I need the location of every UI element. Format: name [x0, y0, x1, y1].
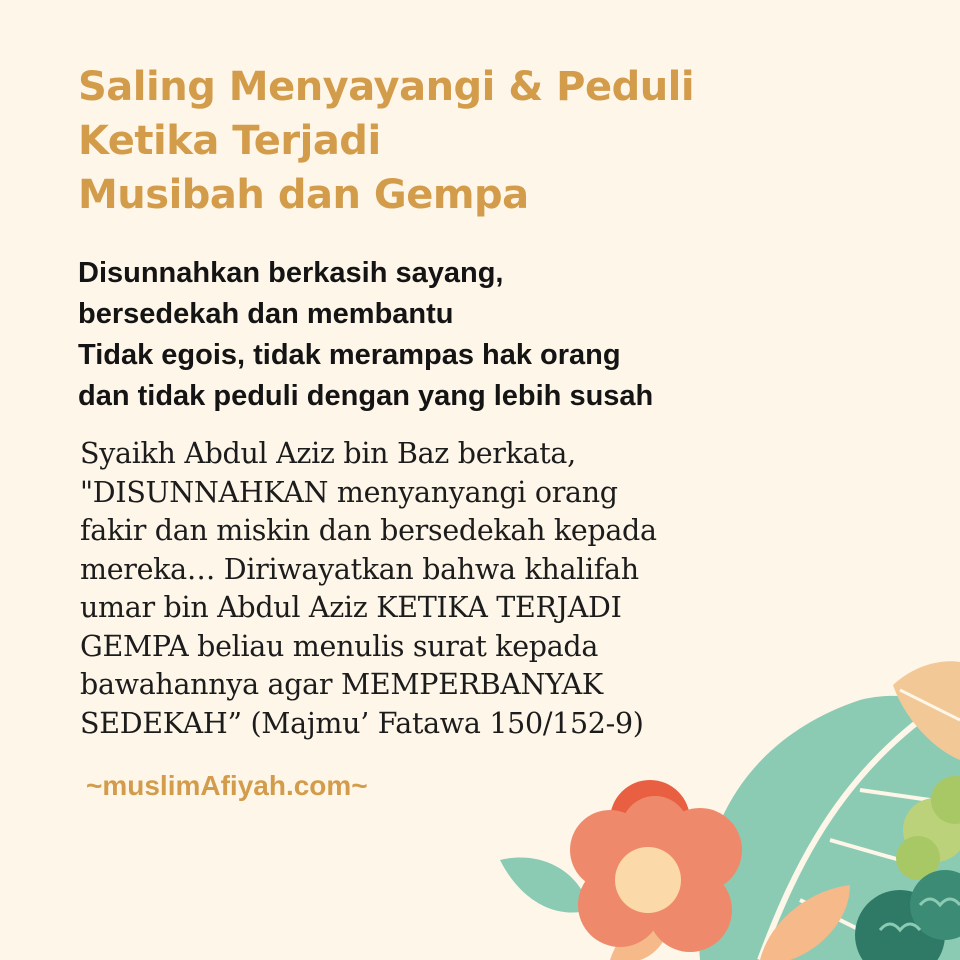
quote-line: Syaikh Abdul Aziz bin Baz berkata, — [80, 437, 576, 470]
title-line: Saling Menyayangi & Peduli — [78, 64, 695, 110]
quote-line: bawahannya agar MEMPERBANYAK — [80, 668, 603, 701]
intro-text — [78, 253, 653, 417]
quote-line: mereka… Diriwayatkan bahwa khalifah — [80, 552, 639, 586]
page-title — [78, 60, 694, 222]
title-line: Ketika Terjadi — [78, 118, 381, 164]
title-line: Musibah dan Gempa — [78, 172, 529, 218]
quote-line: fakir dan miskin dan bersedekah kepada — [80, 514, 657, 547]
intro-line: Disunnahkan berkasih sayang, — [78, 257, 504, 289]
website-credit: ~muslimAfiyah.com~ — [86, 770, 368, 801]
intro-line: Tidak egois, tidak merampas hak orang — [78, 339, 621, 371]
quote-line: GEMPA beliau menulis surat kepada — [80, 629, 599, 663]
quote-line: "DISUNNAHKAN menyanyangi orang — [80, 475, 618, 509]
quote-line: umar bin Abdul Aziz KETIKA TERJADI — [80, 591, 622, 624]
intro-line: dan tidak peduli dengan yang lebih susah — [78, 380, 654, 412]
quote-text — [80, 435, 657, 743]
flower-icon — [570, 780, 742, 952]
intro-line: bersedekah dan membantu — [78, 298, 454, 330]
quote-line: SEDEKAH” (Majmu’ Fatawa 150/152-9) — [80, 706, 644, 740]
